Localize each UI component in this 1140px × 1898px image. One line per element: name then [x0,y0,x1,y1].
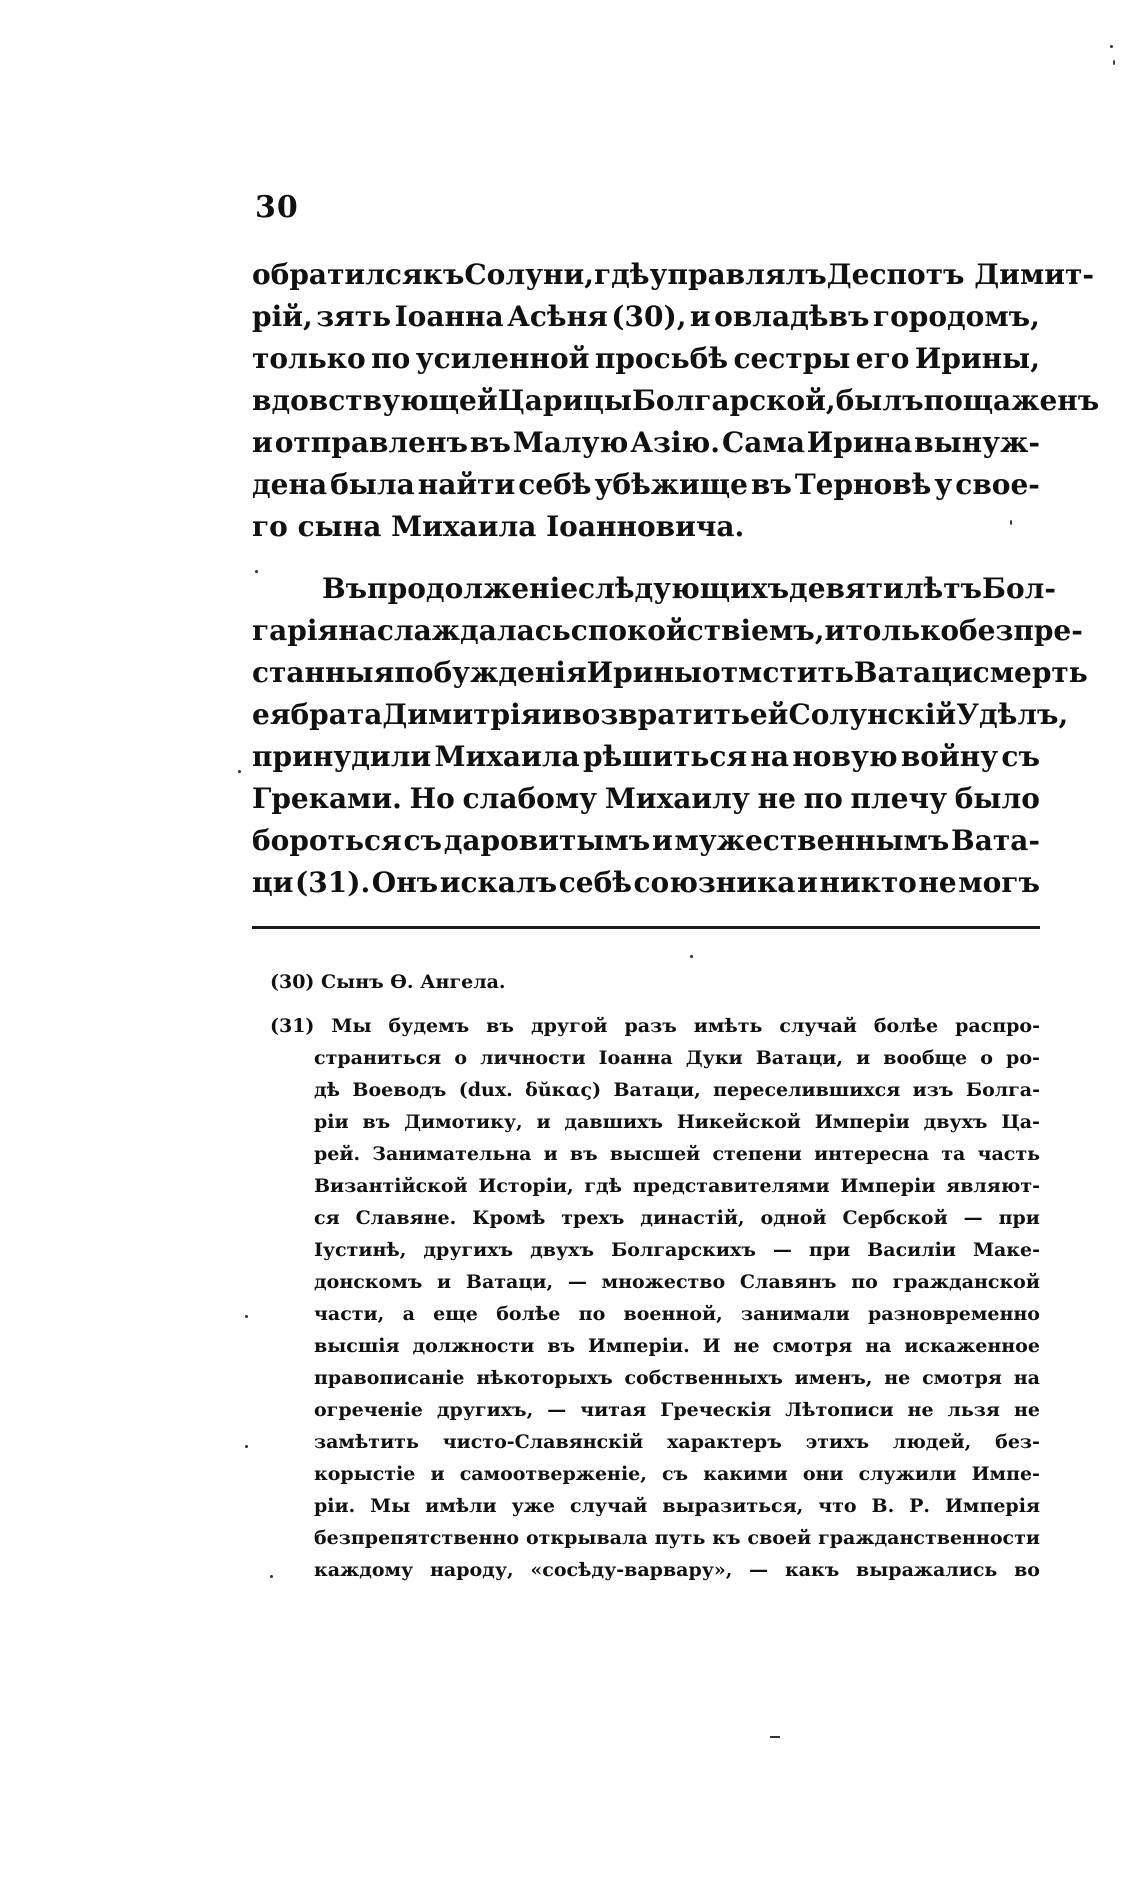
word: отмстить [702,656,854,689]
word: льзя [947,1399,1000,1421]
word: въ [469,426,511,459]
word: одной [760,1207,827,1229]
word: возвратить [562,698,750,731]
word: Греческія [660,1399,772,1421]
word: страниться [314,1047,442,1069]
word: Михаила [434,740,580,773]
word: Ирина [806,426,913,459]
word: лѣтъ [903,572,983,605]
word: къ [422,258,465,291]
word: на [1013,1367,1040,1389]
word: другой [530,1015,608,1037]
word: девяти [789,572,904,605]
word: по [851,1271,878,1293]
paragraph-gap [252,548,1040,568]
footnote-31-line [270,1554,1040,1586]
word: смерть [972,656,1088,689]
word: плечу [850,782,947,815]
word: Деспотъ Димит- [826,258,1095,291]
word: ріи [314,1111,349,1133]
word: управлялъ [649,258,827,291]
scan-speck [270,1575,273,1578]
paragraph-1-line [252,422,1040,464]
word: Мы [331,1015,372,1037]
word: дѣ [314,1079,341,1101]
word: донскомъ [314,1271,423,1293]
word: во [1014,1559,1040,1581]
paragraph-1-line [252,338,1040,380]
word: интересна [814,1143,930,1165]
paragraph-2-line [252,862,1040,904]
word: Имперіи. [588,1335,690,1357]
word: чисто-Славянскій [442,1431,644,1453]
word: степени [712,1143,802,1165]
word: и [797,866,818,899]
word: пощаженъ [923,384,1100,417]
word: Никейской [676,1111,801,1133]
word: являют- [946,1175,1040,1197]
word: Солунскій [788,698,957,731]
scan-speck [238,770,241,773]
word: они [802,1463,844,1485]
word: (31) [270,1015,315,1037]
word: Въ [322,572,368,605]
word: въ [486,1015,514,1037]
word: должности [412,1335,535,1357]
word: Дуки [685,1047,743,1069]
word: изъ [912,1079,954,1101]
scan-speck [255,570,258,573]
paragraph-1-line [252,296,1040,338]
paragraph-1-line [252,254,1095,296]
word: имѣли [425,1495,497,1517]
word: себѣ [558,866,632,899]
footnote-31-line [270,1330,1040,1362]
word: и [437,1271,452,1293]
word: рій, [252,300,313,333]
word: служили [858,1463,957,1485]
word: — [749,1559,769,1581]
word: и [430,1463,445,1485]
word: рей. [314,1143,361,1165]
word: убѣжище [594,468,748,501]
word: мужественнымъ [674,824,950,857]
word: представителями [632,1175,830,1197]
word: Импе- [971,1463,1040,1485]
word: И [702,1335,721,1357]
main-text [252,254,1100,904]
footnote-30-line [270,966,1040,998]
footnote-gap [270,998,1040,1010]
scan-speck [245,1315,248,1318]
word: Мы [370,1495,411,1517]
word: (30) Сынъ Ѳ. Ангела. [270,971,506,993]
word: войну [900,740,999,773]
word: ци [252,866,294,899]
word: себѣ [518,468,592,501]
word: бороться [252,824,402,857]
word: Димотику, [404,1111,523,1133]
word: части, [314,1303,385,1325]
word: другихъ, [436,1399,534,1421]
word: сестры [733,342,851,375]
footnote-31-line [270,1394,1040,1426]
word: (31). [295,866,371,899]
word: была [330,468,415,501]
word: множество [601,1271,726,1293]
word: безпре- [959,614,1083,647]
word: гражданской [892,1271,1040,1293]
footnote-31-line [270,1426,1040,1458]
word: а [402,1303,415,1325]
word: смотря [772,1335,853,1357]
word: — [963,1207,983,1229]
word: самоотверженіе, [459,1463,647,1485]
word: какими [703,1463,788,1485]
word: Бол- [982,572,1057,605]
word: Маке- [972,1239,1040,1261]
scan-speck [1113,60,1115,65]
word: Кромѣ [472,1207,546,1229]
word: Византійской [314,1175,468,1197]
word: Болга- [965,1079,1040,1101]
word: Ватаци, [755,1047,843,1069]
footnote-31-line [270,1138,1040,1170]
word: другихъ [423,1239,514,1261]
word: Солуни, [464,258,595,291]
word: не [918,866,957,899]
word: разъ [624,1015,677,1037]
word: уже [511,1495,555,1517]
word: побужденія [394,656,587,689]
word: о [980,1047,993,1069]
word: ся [314,1207,340,1229]
word: брата [290,698,383,731]
word: часть [977,1143,1040,1165]
word: распро- [955,1015,1040,1037]
word: на [865,1335,892,1357]
word: овладѣвъ [714,300,870,333]
word: дена [252,468,328,501]
word: и [252,426,273,459]
paragraph-1-line [252,380,1100,422]
word: Воеводъ [352,1079,447,1101]
word: высшей [609,1143,701,1165]
word: обратился [252,258,423,291]
word: Ца- [1001,1111,1040,1133]
word: «сосѣду-варвару», [530,1559,733,1581]
word: въ [547,1335,576,1357]
word: отправленъ [274,426,468,459]
word: Р. [909,1495,931,1517]
word: Терновѣ [794,468,932,501]
word: его [855,342,910,375]
word: безпрепятственно [314,1527,520,1549]
paragraph-1-line [252,464,1040,506]
footnote-31-line [270,1074,1040,1106]
word: занимали [740,1303,850,1325]
word: станныя [252,656,395,689]
word: искаженное [904,1335,1040,1357]
word: правописаніе [314,1367,465,1389]
word: гдѣ [594,258,650,291]
word: никто [819,866,917,899]
word: съ [661,1463,689,1485]
paragraph-2-line [252,652,1088,694]
word: Болгарской, [631,384,836,417]
word: Сама [721,426,805,459]
word: характеръ [667,1431,782,1453]
word: Удѣлъ, [956,698,1069,731]
word: людей, [892,1431,972,1453]
footnote-31-line [270,1234,1040,1266]
word: Асѣня [507,300,608,333]
paragraph-2-line [252,778,1040,820]
footnote-31-line [270,1202,1040,1234]
word: Василіи [867,1239,956,1261]
word: выражались [856,1559,998,1581]
word: та [941,1143,966,1165]
word: Греками. [252,782,402,815]
word: и [541,698,563,731]
paragraph-2-line [252,610,1083,652]
word: высшія [314,1335,400,1357]
word: не [733,1335,760,1357]
word: въ [569,1143,598,1165]
word: вынуж- [914,426,1040,459]
word: двухъ [923,1111,988,1133]
word: Іоанна [598,1047,673,1069]
word: по [578,1303,606,1325]
word: случай [569,1495,648,1517]
word: без- [995,1431,1040,1453]
word: какъ [784,1559,840,1581]
scan-speck [690,955,693,958]
paragraph-2-line [252,820,1040,862]
word: зять [316,300,392,333]
word: не [1013,1399,1040,1421]
word: (dux. [458,1079,513,1101]
footnote-31-line [270,1490,1040,1522]
scan-speck [1110,45,1113,48]
word: разновременно [868,1303,1040,1325]
word: выразиться, [662,1495,804,1517]
word: Занимательна [372,1143,532,1165]
word: и [824,614,846,647]
word: гражданственности [818,1527,1040,1549]
word: ріи. [314,1495,356,1517]
paragraph-2-line [252,568,1057,610]
word: именъ, [794,1367,873,1389]
word: союзника [633,866,796,899]
word: съ [1001,740,1040,773]
word: въ [750,468,792,501]
word: путь [654,1527,706,1549]
word: даровитымъ [443,824,651,857]
word: Имперія [944,1495,1040,1517]
word: — [547,1399,567,1421]
footnote-31-line [270,1010,1040,1042]
word: при [808,1239,851,1261]
word: Азію. [630,426,720,459]
footnote-31-line [270,1170,1040,1202]
word: Вата- [951,824,1040,857]
paragraph-2-line [252,694,1069,736]
word: рѣшиться [582,740,748,773]
word: нѣкоторыхъ [476,1367,613,1389]
word: могъ [958,866,1040,899]
footnote-divider [252,926,1040,929]
word: военной, [623,1303,723,1325]
word: по [371,342,411,375]
word: В. [871,1495,895,1517]
word: собственныхъ [624,1367,783,1389]
word: было [954,782,1040,815]
word: не [907,1399,934,1421]
word: Ватаци, [465,1271,554,1293]
word: что [818,1495,857,1517]
word: только [845,614,959,647]
word: своей [747,1527,812,1549]
word: по [803,782,843,815]
scan-speck [245,1445,248,1448]
word: огреченіе [314,1399,423,1421]
word: этихъ [805,1431,870,1453]
word: Имперіи [814,1111,910,1133]
word: Славянъ [739,1271,837,1293]
word: только [252,342,366,375]
word: Ирины [586,656,703,689]
word: каждому [314,1559,414,1581]
footnote-31-line [270,1458,1040,1490]
word: гдѣ [584,1175,623,1197]
word: случай [779,1015,857,1037]
word: Онъ [371,866,439,899]
scan-speck [1010,520,1012,525]
word: и [543,1143,558,1165]
word: спокойствіемъ, [570,614,825,647]
footnote-31-line [270,1362,1040,1394]
word: Михаилу [604,782,750,815]
word: — [567,1271,587,1293]
word: — [772,1239,792,1261]
word: на [750,740,790,773]
word: и [536,1111,551,1133]
word: личности [480,1047,586,1069]
page-number: 30 [255,190,299,225]
word: при [998,1207,1040,1229]
word: Имперіи [840,1175,936,1197]
word: о [454,1047,468,1069]
word: искалъ [439,866,558,899]
word: Ватаци, [613,1079,701,1101]
word: болѣе [496,1303,561,1325]
word: Лѣтописи [785,1399,894,1421]
word: вдовствующей [252,384,498,417]
word: свое- [955,468,1040,501]
word: Сербской [842,1207,948,1229]
word: наслаждалась [338,614,571,647]
word: городомъ, [872,300,1040,333]
word: Славяне. [355,1207,457,1229]
word: не [884,1367,911,1389]
word: и [651,824,673,857]
footnotes [270,966,1040,1586]
word: просьбѣ [594,342,729,375]
word: Ирины, [914,342,1040,375]
word: продолженіе [367,572,579,605]
word: ро- [1006,1047,1040,1069]
word: переселившихся [713,1079,901,1101]
paragraph-1-line [252,506,1040,548]
word: Іоанна [394,300,504,333]
footnote-31-line [270,1266,1040,1298]
footnote-31-line [270,1522,1040,1554]
word: въ [362,1111,391,1133]
word: найти [417,468,516,501]
word: Но [409,782,455,815]
word: ея [252,698,291,731]
word: новую [792,740,898,773]
word: къ [712,1527,741,1549]
word: го сына Михаила Іоанновича. [252,510,745,543]
paragraph-2-line [252,736,1040,778]
word: еще [433,1303,478,1325]
word: трехъ [561,1207,625,1229]
word: давшихъ [564,1111,663,1133]
word: съ [403,824,442,857]
word: вообще [883,1047,968,1069]
word: былъ [835,384,924,417]
word: ей [749,698,789,731]
word: Исторіи, [478,1175,574,1197]
word: народу, [430,1559,514,1581]
word: будемъ [388,1015,470,1037]
word: усиленной [415,342,590,375]
word: и [689,300,711,333]
word: Малую [512,426,629,459]
word: у [934,468,953,501]
word: болѣе [873,1015,939,1037]
word: двухъ [530,1239,595,1261]
footnote-31-line [270,1106,1040,1138]
word: Болгарскихъ [611,1239,756,1261]
scan-speck [770,1736,780,1738]
word: слѣдующихъ [578,572,790,605]
word: Іустинѣ, [314,1239,407,1261]
word: слабому [462,782,598,815]
word: гарія [252,614,339,647]
footnote-31-line [270,1042,1040,1074]
word: δŭκας) [525,1079,602,1101]
word: корыстіе [314,1463,416,1485]
word: имѣть [693,1015,763,1037]
word: и [856,1047,871,1069]
word: читая [580,1399,647,1421]
footnote-31-line [270,1298,1040,1330]
word: открывала [525,1527,648,1549]
word: принудили [252,740,432,773]
word: династій, [640,1207,745,1229]
word: (30), [611,300,687,333]
word: не [757,782,796,815]
word: Царицы [497,384,632,417]
word: замѣтить [314,1431,419,1453]
word: Димитрія [382,698,542,731]
word: смотря [922,1367,1002,1389]
word: Ватаци [853,656,973,689]
